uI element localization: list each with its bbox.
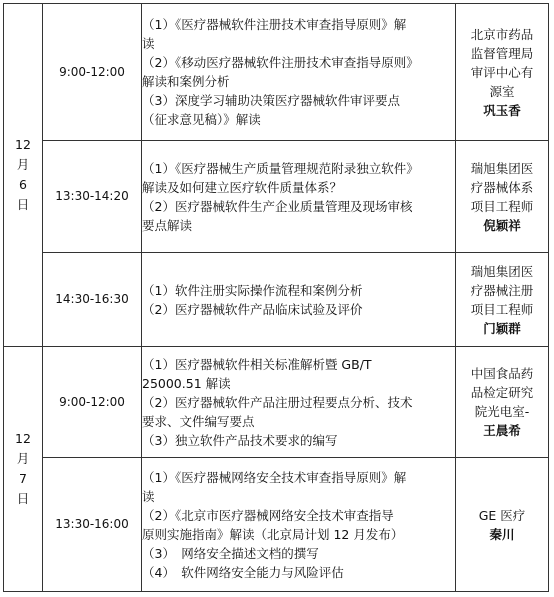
table-row: [4, 458, 549, 592]
topic-line: （1）《医疗器械软件注册技术审查指导原则》解: [142, 17, 407, 32]
topic-line: （2）医疗器械软件生产企业质量管理及现场审核: [142, 198, 413, 214]
date-char: 7: [19, 471, 27, 486]
speaker-cell: [456, 458, 549, 592]
topic-line: （2）《移动医疗器械软件注册技术审查指导原则》: [142, 55, 419, 70]
speaker-org-line: 审评中心有: [470, 64, 534, 80]
table-row: [4, 4, 549, 141]
speaker-org-line: 源室: [489, 83, 515, 99]
speaker-cell: [456, 253, 549, 347]
topic-line: 原则实施指南》解读（北京局计划 12 月发布）: [142, 526, 404, 542]
time-cell: 13:30-16:00: [43, 458, 142, 592]
topic-line: （3）深度学习辅助决策医疗器械软件审评要点: [142, 93, 400, 108]
topic-line: （3）独立软件产品技术要求的编写: [142, 432, 338, 448]
speaker-name: 倪颖祥: [483, 217, 521, 233]
speaker-org-line: GE 医疗: [478, 507, 526, 523]
topic-line: （1）医疗器械软件相关标准解析暨 GB/T: [142, 356, 372, 372]
speaker-name: 巩玉香: [483, 102, 521, 118]
course-schedule-table: [3, 3, 549, 592]
topic-cell: [142, 253, 456, 347]
time-cell: 14:30-16:30: [43, 253, 142, 347]
speaker-org-line: 疗器械体系: [470, 179, 534, 195]
table-row: [4, 347, 549, 458]
speaker-org-line: 院光电室-: [474, 404, 530, 419]
date-cell: [4, 347, 43, 592]
topic-cell: [142, 141, 456, 253]
topic-line: （3） 网络安全描述文档的撰写: [142, 545, 319, 561]
speaker-name: 门颖群: [483, 320, 521, 336]
speaker-cell: [456, 4, 549, 141]
topic-line: 25000.51 解读: [142, 375, 231, 391]
date-cell: [4, 4, 43, 347]
date-char: 日: [16, 197, 30, 212]
speaker-name: 秦川: [489, 526, 515, 542]
topic-cell: [142, 458, 456, 592]
date-char: 12: [15, 431, 31, 446]
topic-line: 解读和案例分析: [142, 74, 230, 89]
topic-line: （1）软件注册实际操作流程和案例分析: [142, 282, 363, 298]
topic-line: （2）医疗器械软件产品注册过程要点分析、技术: [142, 394, 413, 410]
date-char: 月: [16, 157, 30, 172]
speaker-org-line: 监督管理局: [470, 45, 534, 61]
topic-line: （1）《医疗器械生产质量管理规范附录独立软件》: [142, 160, 419, 176]
topic-cell: [142, 4, 456, 141]
topic-line: （1）《医疗器械网络安全技术审查指导原则》解: [142, 469, 407, 485]
speaker-org-line: 项目工程师: [470, 198, 534, 214]
time-cell: 13:30-14:20: [43, 141, 142, 253]
topic-line: （4） 软件网络安全能力与风险评估: [142, 564, 344, 580]
speaker-org-line: 项目工程师: [470, 301, 534, 317]
speaker-cell: [456, 347, 549, 458]
topic-line: （2）《北京市医疗器械网络安全技术审查指导: [142, 507, 394, 523]
speaker-org-line: 北京市药品: [470, 26, 534, 42]
topic-line: 要点解读: [142, 217, 193, 233]
topic-line: 读: [142, 36, 155, 51]
date-char: 月: [16, 451, 30, 466]
time-cell: 9:00-12:00: [43, 347, 142, 458]
date-char: 日: [16, 491, 30, 506]
topic-line: 读: [142, 488, 155, 504]
speaker-org-line: 品检定研究: [470, 385, 534, 400]
speaker-org-line: 中国食品药: [470, 366, 534, 381]
speaker-name: 王晨希: [483, 423, 521, 438]
date-char: 12: [15, 137, 31, 152]
speaker-cell: [456, 141, 549, 253]
speaker-org-line: 瑞旭集团医: [470, 263, 534, 279]
speaker-org-line: 疗器械注册: [470, 282, 534, 298]
topic-cell: [142, 347, 456, 458]
speaker-org-line: 瑞旭集团医: [470, 160, 534, 176]
date-char: 6: [19, 177, 27, 192]
topic-line: 要求、文件编写要点: [142, 413, 255, 429]
topic-line: （征求意见稿）》解读: [142, 112, 261, 127]
table-row: [4, 141, 549, 253]
topic-line: （2）医疗器械软件产品临床试验及评价: [142, 301, 363, 317]
time-cell: 9:00-12:00: [43, 4, 142, 141]
topic-line: 解读及如何建立医疗软件质量体系？: [142, 179, 343, 195]
table-row: [4, 253, 549, 347]
